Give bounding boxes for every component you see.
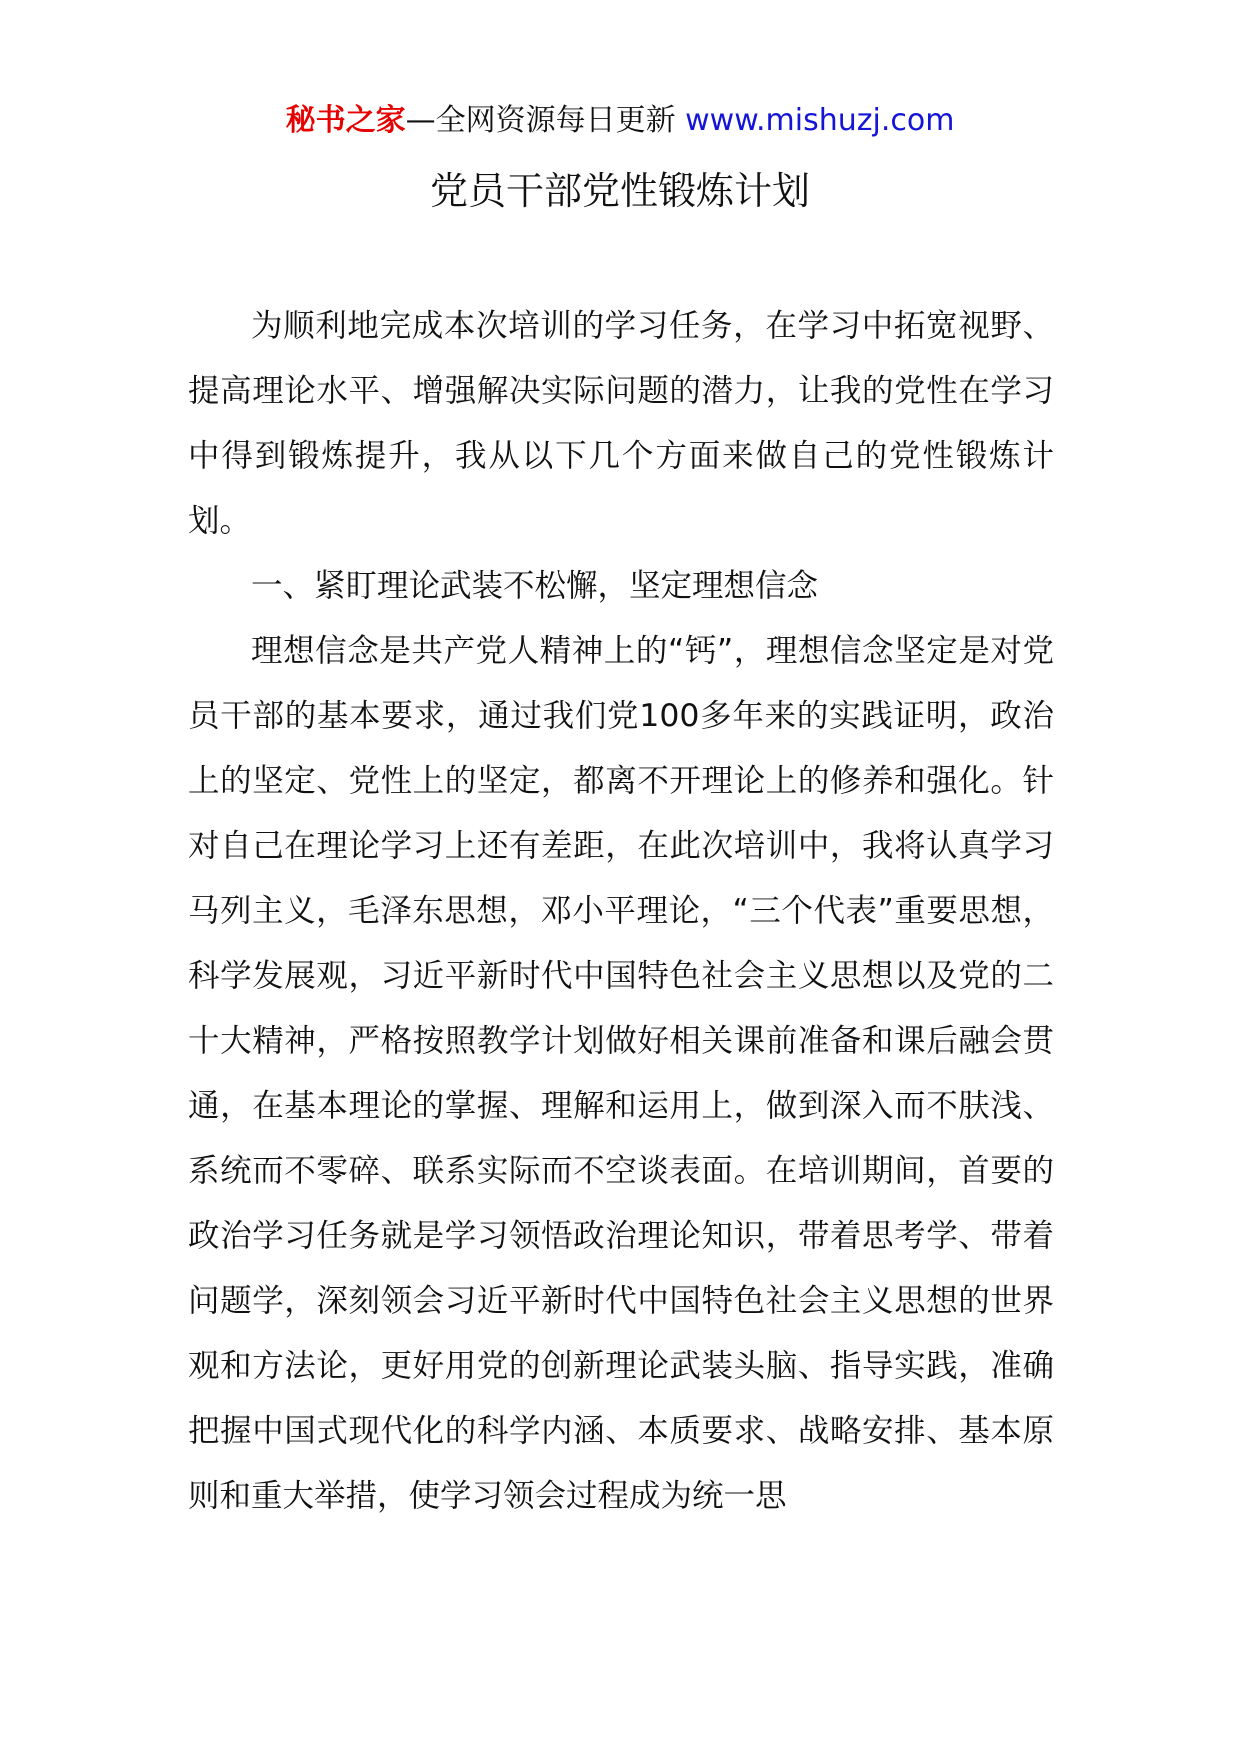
site-brand: 秘书之家: [285, 103, 406, 138]
section-heading: 一、紧盯理论武装不松懈，坚定理想信念: [251, 568, 819, 604]
site-tagline: —全网资源每日更新: [405, 103, 676, 138]
site-header: [0, 101, 1240, 141]
intro-paragraph: 为顺利地完成本次培训的学习任务，在学习中拓宽视野、提高理论水平、增强解决实际问题的潜力，让我的党性在学习中得到锻炼提升，我从以下几个方面来做自己的党性锻炼计划。: [188, 308, 1054, 539]
site-url-link[interactable]: www.mishuzj.com: [685, 103, 955, 138]
document-body: [188, 294, 1054, 1529]
section-paragraph: 理想信念是共产党人精神上的“钙”，理想信念坚定是对党员干部的基本要求，通过我们党100多年来的实践证明，政治上的坚定、党性上的坚定，都离不开理论上的修养和强化。针对自己在理论学习上还有差距，在此次培训中，我将认真学习马列主义，毛泽东思想，邓小平理论，“三个代表”重要思想，科学发展观，习近平新时代中国特色社会主义思想以及党的二十大精神，严格按照教学计划做好相关课前准备和课后融会贯通，在基本理论的掌握、理解和运用上，做到深入而不肤浅、系统而不零碎、联系实际而不空谈表面。在培训期间，首要的政治学习任务就是学习领悟政治理论知识，带着思考学、带着问题学，深刻领会习近平新时代中国特色社会主义思想的世界观和方法论，更好用党的创新理论武装头脑、指导实践，准确把握中国式现代化的科学内涵、本质要求、战略安排、基本原则和重大举措，使学习领会过程成为统一思: [188, 633, 1054, 1514]
document-title: 党员干部党性锻炼计划: [429, 169, 810, 213]
